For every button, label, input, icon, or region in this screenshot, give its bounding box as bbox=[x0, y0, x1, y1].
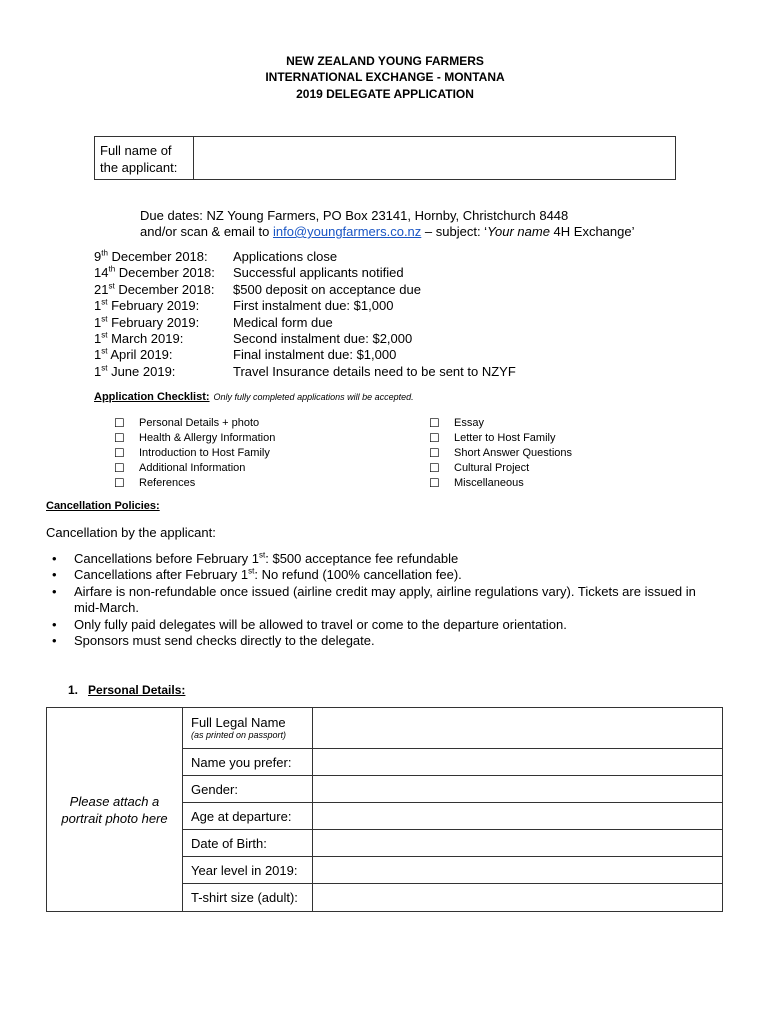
checkbox[interactable]: ☐ bbox=[114, 461, 125, 475]
date-day: 21 bbox=[94, 281, 109, 297]
cancellation-item bbox=[46, 551, 711, 567]
date-event: First instalment due: $1,000 bbox=[233, 298, 394, 314]
field-input[interactable] bbox=[313, 857, 722, 883]
checklist-item-label: Health & Allergy Information bbox=[139, 432, 276, 444]
field-label-cell bbox=[183, 830, 313, 856]
cancellation-text bbox=[74, 633, 711, 649]
personal-detail-row bbox=[183, 803, 722, 830]
personal-detail-row bbox=[183, 857, 722, 884]
field-label: Age at departure: bbox=[191, 808, 292, 824]
title-line-3: 2019 DELEGATE APPLICATION bbox=[296, 87, 474, 101]
key-dates-list bbox=[94, 249, 516, 380]
field-label: Full Legal Name bbox=[191, 715, 286, 730]
date-ordinal: st bbox=[108, 281, 115, 291]
applicant-name-box bbox=[94, 136, 676, 180]
date-ordinal: st bbox=[101, 347, 108, 357]
photo-line-2: portrait photo here bbox=[61, 810, 168, 826]
field-sublabel: (as printed on passport) bbox=[191, 730, 287, 740]
date-ordinal: th bbox=[101, 248, 108, 258]
field-input[interactable] bbox=[313, 776, 722, 802]
checkbox[interactable]: ☐ bbox=[429, 476, 440, 490]
photo-placeholder[interactable] bbox=[47, 708, 183, 911]
checklist-item bbox=[429, 446, 572, 461]
date-event: Medical form due bbox=[233, 314, 333, 330]
bullet-icon: • bbox=[52, 633, 57, 649]
field-label-cell bbox=[183, 803, 313, 829]
due-dates-address: Due dates: NZ Young Farmers, PO Box 23141, Hornby, Christchurch 8448 bbox=[140, 208, 569, 223]
field-label: T-shirt size (adult): bbox=[191, 890, 298, 905]
field-input[interactable] bbox=[313, 749, 722, 775]
personal-details-heading bbox=[68, 683, 185, 697]
date-label bbox=[94, 265, 233, 281]
field-label-cell bbox=[183, 708, 313, 748]
cancellation-text bbox=[74, 551, 711, 567]
checkbox[interactable]: ☐ bbox=[114, 476, 125, 490]
checklist-item bbox=[114, 416, 275, 431]
date-row bbox=[94, 265, 516, 281]
date-row bbox=[94, 331, 516, 347]
checklist-item-label: Introduction to Host Family bbox=[139, 447, 270, 459]
cancellation-text-main: Only fully paid delegates will be allowed to travel or come to the departure orientation. bbox=[74, 616, 567, 632]
date-ordinal: st bbox=[101, 314, 108, 324]
date-ordinal: st bbox=[101, 330, 108, 340]
applicant-name-field[interactable] bbox=[195, 137, 675, 179]
checkbox[interactable]: ☐ bbox=[429, 461, 440, 475]
date-label bbox=[94, 249, 233, 265]
checklist-item-label: References bbox=[139, 477, 196, 489]
personal-detail-row bbox=[183, 776, 722, 803]
checklist-note: Only fully completed applications will be accepted. bbox=[213, 392, 414, 402]
checklist-item-label: Additional Information bbox=[139, 462, 246, 474]
date-month-year: February 2019: bbox=[107, 298, 200, 314]
checklist-right-column bbox=[429, 416, 572, 491]
bullet-icon: • bbox=[52, 616, 57, 632]
cancellation-text-main: Cancellations before February 1 bbox=[74, 551, 259, 566]
checklist-item bbox=[114, 446, 275, 461]
date-row bbox=[94, 347, 516, 363]
date-day: 1 bbox=[94, 314, 102, 330]
cancellation-item bbox=[46, 584, 711, 617]
personal-detail-row bbox=[183, 884, 722, 911]
title-line-2: INTERNATIONAL EXCHANGE - MONTANA bbox=[265, 70, 505, 84]
email-link[interactable]: info@youngfarmers.co.nz bbox=[272, 224, 422, 239]
checklist-heading: Application Checklist: bbox=[94, 391, 210, 403]
field-label: Date of Birth: bbox=[191, 835, 267, 851]
applicant-name-label bbox=[95, 137, 194, 179]
cancellation-text-tail: : No refund (100% cancellation fee). bbox=[254, 567, 462, 583]
date-label bbox=[94, 315, 233, 331]
checklist-item bbox=[114, 431, 275, 446]
field-label-cell bbox=[183, 749, 313, 775]
date-row bbox=[94, 364, 516, 380]
bullet-icon: • bbox=[52, 583, 57, 599]
date-row bbox=[94, 249, 516, 265]
date-month-year: December 2018: bbox=[115, 265, 215, 281]
date-label bbox=[94, 331, 233, 347]
date-row bbox=[94, 282, 516, 298]
email-subject-suffix: 4H Exchange’ bbox=[549, 224, 635, 239]
field-label: Year level in 2019: bbox=[191, 862, 298, 878]
cancellation-item bbox=[46, 617, 711, 633]
checklist-item-label: Personal Details + photo bbox=[139, 417, 260, 429]
email-subject-prefix: – subject: ‘ bbox=[421, 224, 488, 239]
cancellation-subheading: Cancellation by the applicant: bbox=[46, 525, 216, 540]
cancellation-text-main: Airfare is non-refundable once issued (airline credit may apply, airline regulations vary). Tickets are issued in mid-March. bbox=[74, 583, 696, 616]
checklist-item-label: Miscellaneous bbox=[454, 477, 524, 489]
checklist-item bbox=[429, 416, 572, 431]
date-month-year: April 2019: bbox=[107, 347, 173, 363]
title-line-1: NEW ZEALAND YOUNG FARMERS bbox=[286, 54, 484, 68]
bullet-icon: • bbox=[52, 551, 57, 566]
checklist-item bbox=[114, 476, 275, 491]
date-day: 1 bbox=[94, 298, 102, 314]
personal-detail-row bbox=[183, 749, 722, 776]
checklist-heading-row bbox=[94, 390, 414, 404]
checklist-item bbox=[429, 461, 572, 476]
personal-details-rows bbox=[183, 708, 722, 911]
applicant-name-label-line2: the applicant: bbox=[100, 160, 178, 175]
due-dates-email-line bbox=[140, 223, 635, 240]
date-day: 1 bbox=[94, 330, 102, 346]
date-event: $500 deposit on acceptance due bbox=[233, 281, 421, 297]
checkbox[interactable]: ☐ bbox=[114, 446, 125, 460]
checklist-item-label: Short Answer Questions bbox=[454, 447, 573, 459]
cancellation-text-main: Sponsors must send checks directly to the delegate. bbox=[74, 633, 375, 649]
date-row bbox=[94, 298, 516, 314]
cancellation-heading: Cancellation Policies: bbox=[46, 500, 160, 512]
checklist-item-label: Essay bbox=[454, 417, 484, 429]
date-month-year: December 2018: bbox=[107, 249, 208, 264]
date-ordinal: th bbox=[108, 265, 116, 275]
checklist-item bbox=[429, 431, 572, 446]
field-label: Gender: bbox=[191, 781, 238, 797]
field-input[interactable] bbox=[313, 708, 722, 748]
date-event: Travel Insurance details need to be sent to NZYF bbox=[233, 363, 516, 379]
cancellation-text-main: Cancellations after February 1 bbox=[74, 567, 249, 583]
checkbox[interactable]: ☐ bbox=[114, 431, 125, 445]
date-event: Successful applicants notified bbox=[233, 265, 404, 281]
date-day: 1 bbox=[94, 347, 102, 363]
checklist-item bbox=[429, 476, 572, 491]
checklist-item-label: Letter to Host Family bbox=[454, 432, 556, 444]
section-title: Personal Details: bbox=[88, 683, 186, 697]
date-month-year: June 2019: bbox=[107, 363, 176, 379]
date-ordinal: st bbox=[101, 363, 108, 373]
email-subject-name: Your name bbox=[487, 224, 550, 239]
field-input[interactable] bbox=[313, 830, 722, 856]
date-month-year: December 2018: bbox=[114, 281, 215, 297]
cancellation-list bbox=[46, 551, 711, 649]
date-day: 9 bbox=[94, 249, 102, 264]
date-ordinal: st bbox=[101, 297, 108, 307]
photo-line-1: Please attach a bbox=[69, 793, 160, 809]
field-label-cell bbox=[183, 857, 313, 883]
cancellation-text-tail: : $500 acceptance fee refundable bbox=[265, 551, 459, 566]
section-number: 1. bbox=[68, 683, 79, 697]
personal-detail-row bbox=[183, 708, 722, 749]
cancellation-item bbox=[46, 633, 711, 649]
personal-details-table bbox=[46, 707, 723, 912]
checklist-left-column bbox=[114, 416, 275, 491]
checkbox[interactable]: ☐ bbox=[429, 431, 440, 445]
cancellation-text bbox=[74, 567, 711, 583]
field-input[interactable] bbox=[313, 803, 722, 829]
date-event: Final instalment due: $1,000 bbox=[233, 347, 397, 363]
field-label: Name you prefer: bbox=[191, 754, 292, 770]
applicant-name-label-line1: Full name of bbox=[100, 143, 172, 158]
bullet-icon: • bbox=[52, 567, 57, 583]
field-input[interactable] bbox=[313, 884, 722, 911]
field-label-cell bbox=[183, 776, 313, 802]
date-label bbox=[94, 298, 233, 314]
field-label-cell bbox=[183, 884, 313, 911]
date-day: 1 bbox=[94, 363, 102, 379]
date-month-year: March 2019: bbox=[107, 330, 184, 346]
date-label bbox=[94, 347, 233, 363]
cancellation-text bbox=[74, 584, 711, 617]
date-month-year: February 2019: bbox=[107, 314, 200, 330]
cancellation-ordinal: st bbox=[248, 567, 255, 577]
personal-detail-row bbox=[183, 830, 722, 857]
cancellation-ordinal: st bbox=[259, 550, 266, 560]
checkbox[interactable]: ☐ bbox=[429, 416, 440, 430]
date-event: Applications close bbox=[233, 249, 338, 264]
checklist-item bbox=[114, 461, 275, 476]
checkbox[interactable]: ☐ bbox=[429, 446, 440, 460]
date-label bbox=[94, 364, 233, 380]
cancellation-text bbox=[74, 617, 711, 633]
cancellation-item bbox=[46, 567, 711, 583]
date-event: Second instalment due: $2,000 bbox=[233, 330, 413, 346]
date-day: 14 bbox=[94, 265, 109, 281]
date-label bbox=[94, 282, 233, 298]
date-row bbox=[94, 315, 516, 331]
checklist-item-label: Cultural Project bbox=[454, 462, 530, 474]
email-prefix: and/or scan & email to bbox=[140, 224, 273, 239]
checkbox[interactable]: ☐ bbox=[114, 416, 125, 430]
